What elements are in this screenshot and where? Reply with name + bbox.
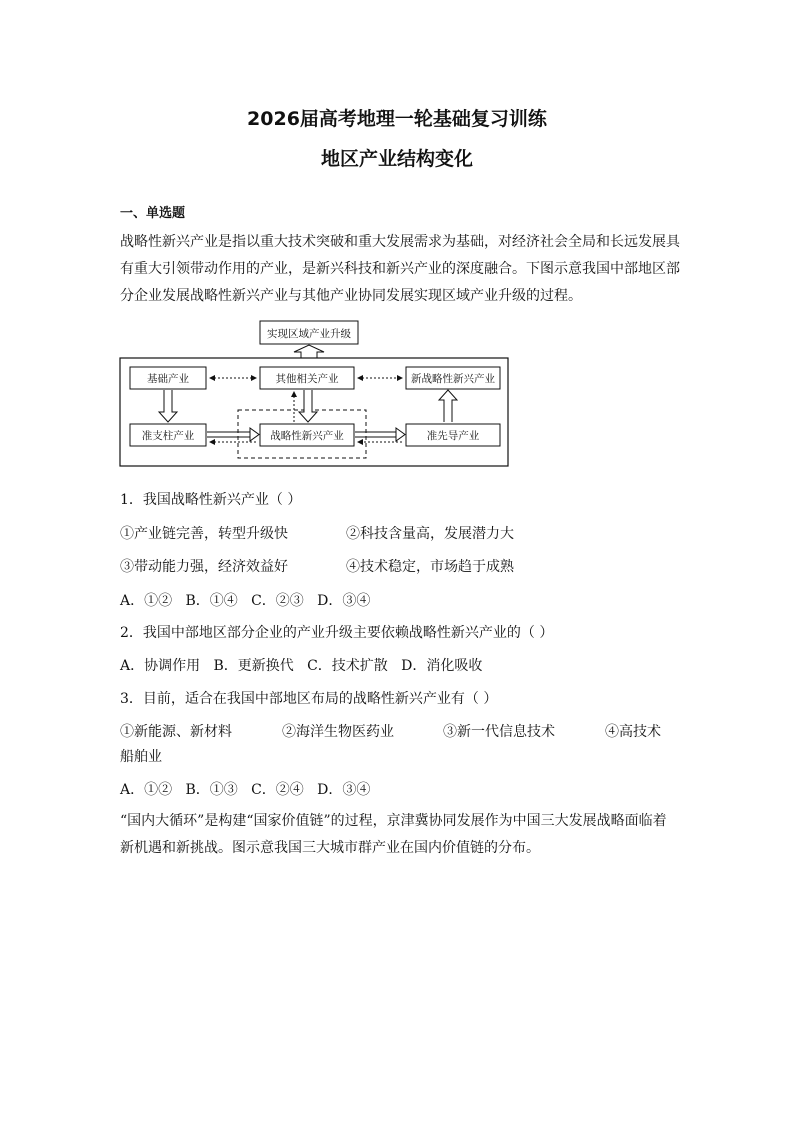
upgrade-arrow <box>294 345 324 358</box>
q1-item-4: ④技术稳定，市场趋于成熟 <box>346 559 514 575</box>
section-heading: 一、单选题 <box>120 206 186 221</box>
question-3-stem: 3．目前，适合在我国中部地区布局的战略性新兴产业有（ ） <box>120 691 498 707</box>
pillar-industry-label: 准支柱产业 <box>141 430 195 442</box>
q1-item-2: ②科技含量高，发展潜力大 <box>346 526 514 542</box>
document-title: 2026届高考地理一轮基础复习训练 <box>247 108 547 130</box>
industry-upgrade-diagram <box>118 318 512 470</box>
q1-item-3: ③带动能力强，经济效益好 <box>120 559 288 575</box>
q3-item-4: ④高技术 <box>605 724 661 740</box>
q1-choices: A．①② B．①④ C．②③ D．③④ <box>120 593 371 609</box>
q2-choices: A．协调作用 B．更新换代 C．技术扩散 D．消化吸收 <box>120 658 483 674</box>
related-to-strategic-arrow <box>299 390 317 422</box>
leading-industry-label: 准先导产业 <box>426 430 480 442</box>
q3-item-4-cont: 船舶业 <box>120 749 162 765</box>
closing-paragraph: “国内大循环”是构建“国家价值链”的过程，京津冀协同发展作为中国三大发展战略面临着新机遇和新挑战。图示意我国三大城市群产业在国内价值链的分布。 <box>120 813 667 856</box>
basic-to-pillar-arrow <box>159 390 177 422</box>
strategic-industry-label: 战略性新兴产业 <box>270 430 344 442</box>
q3-item-2: ②海洋生物医药业 <box>282 724 394 740</box>
q1-item-1: ①产业链完善，转型升级快 <box>120 526 288 542</box>
new-strategic-label: 新战略性新兴产业 <box>411 373 495 385</box>
question-1-stem: 1．我国战略性新兴产业（ ） <box>120 492 302 508</box>
q3-item-1: ①新能源、新材料 <box>120 724 232 740</box>
related-industry-label: 其他相关产业 <box>275 373 339 385</box>
document-subtitle: 地区产业结构变化 <box>320 148 473 170</box>
question-2-stem: 2．我国中部地区部分企业的产业升级主要依赖战略性新兴产业的（ ） <box>120 625 554 641</box>
top-box-label: 实现区域产业升级 <box>267 328 351 340</box>
q3-item-3: ③新一代信息技术 <box>443 724 555 740</box>
basic-industry-label: 基础产业 <box>147 373 189 385</box>
leading-to-new-arrow <box>439 390 457 422</box>
intro-paragraph: 战略性新兴产业是指以重大技术突破和重大发展需求为基础，对经济社会全局和长远发展具有重大引领带动作用的产业，是新兴科技和新兴产业的深度融合。下图示意我国中部地区部分企业发展战略性新兴产业与其他产业协同发展实现区域产业升级的过程。 <box>120 234 680 304</box>
q3-choices: A．①② B．①③ C．②④ D．③④ <box>120 782 371 798</box>
